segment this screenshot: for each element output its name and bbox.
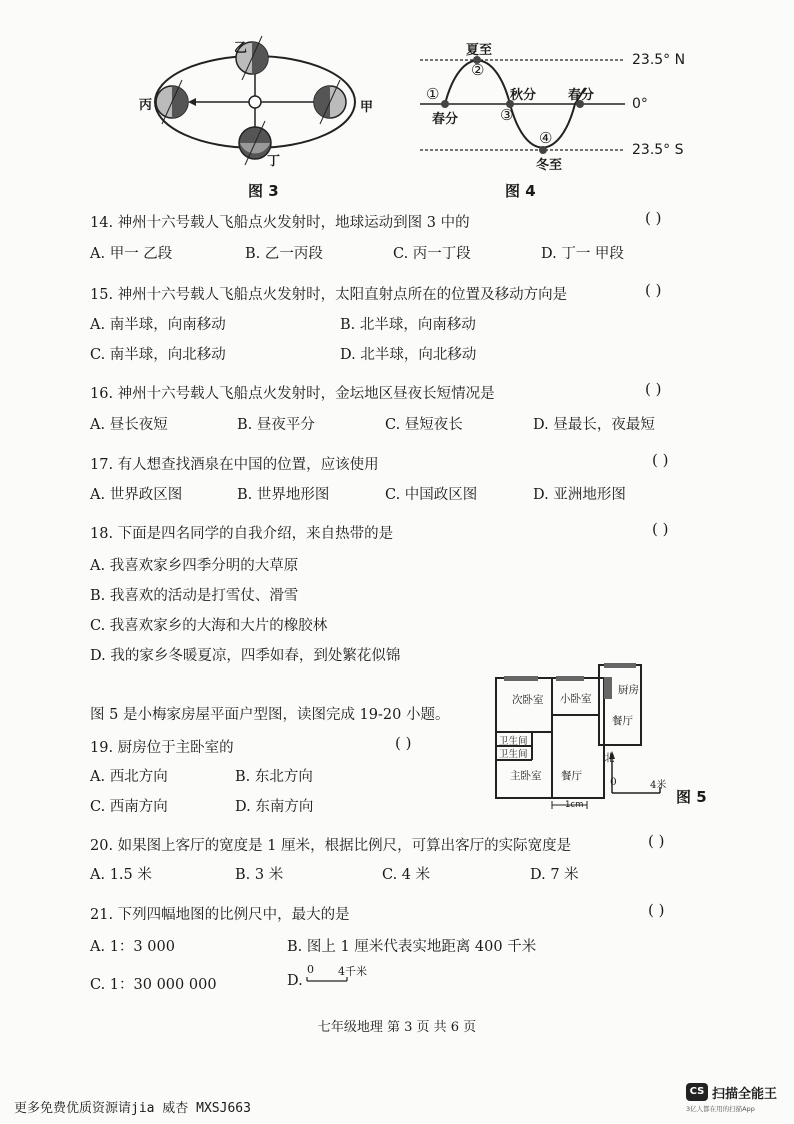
figure-4-sun-path xyxy=(420,38,630,168)
question-16-option-b: B. 昼夜平分 xyxy=(237,417,315,433)
question-20-option-a: A. 1.5 米 xyxy=(90,867,152,883)
scale-d-end: 4千米 xyxy=(338,965,367,978)
marker-4: ④ xyxy=(539,129,553,147)
question-16-title: 16. 神州十六号载人飞船点火发射时，金坛地区昼夜长短情况是 xyxy=(90,386,495,402)
intro-19-20: 图 5 是小梅家房屋平面户型图，读图完成 19-20 小题。 xyxy=(90,707,450,723)
page-footer: 七年级地理 第 3 页 共 6 页 xyxy=(317,1020,477,1035)
label-winter-solstice: 冬至 xyxy=(536,158,563,173)
question-18-title: 18. 下面是四名同学的自我介绍，来自热带的是 xyxy=(90,526,394,542)
question-21-answer-bracket[interactable]: ( ) xyxy=(648,901,665,919)
room-dining: 餐厅 xyxy=(561,770,582,782)
question-17-option-c: C. 中国政区图 xyxy=(385,487,478,503)
question-20-answer-bracket[interactable]: ( ) xyxy=(648,832,665,850)
label-jia: 甲 xyxy=(360,100,374,115)
question-18-option-d: D. 我的家乡冬暖夏凉，四季如春，到处繁花似锦 xyxy=(90,648,401,664)
room-master-bedroom: 主卧室 xyxy=(510,770,542,782)
label-bing: 丙 xyxy=(139,98,153,113)
label-lat-equator: 0° xyxy=(632,96,648,112)
camscanner-name: 扫描全能王 xyxy=(712,1087,778,1102)
north-arrow-label: 北 xyxy=(604,752,615,764)
scale-bar-d xyxy=(303,975,353,985)
question-14-option-b: B. 乙一丙段 xyxy=(245,246,323,262)
figure-5-caption: 图 5 xyxy=(676,788,707,806)
question-20-option-b: B. 3 米 xyxy=(235,867,284,883)
marker-2: ② xyxy=(471,61,485,79)
question-17-option-a: A. 世界政区图 xyxy=(90,487,183,503)
question-19-option-b: B. 东北方向 xyxy=(235,769,313,785)
question-20-title: 20. 如果图上客厅的宽度是 1 厘米，根据比例尺，可算出客厅的实际宽度是 xyxy=(90,838,572,854)
marker-1: ① xyxy=(426,85,440,103)
question-17-option-b: B. 世界地形图 xyxy=(237,487,330,503)
question-14-option-a: A. 甲一 乙段 xyxy=(90,246,173,262)
label-lat-north: 23.5° N xyxy=(632,52,686,68)
room-kitchen: 厨房 xyxy=(618,684,639,696)
room-second-bedroom: 次卧室 xyxy=(512,694,544,706)
question-17-option-d: D. 亚洲地形图 xyxy=(533,487,626,503)
room-restaurant: 餐厅 xyxy=(612,715,633,727)
label-yi: 乙 xyxy=(234,41,248,56)
scale-cm-label: 1cm xyxy=(565,800,584,810)
room-small-bedroom: 小卧室 xyxy=(560,693,592,705)
question-15-answer-bracket[interactable]: ( ) xyxy=(645,281,662,299)
room-bathroom-1: 卫生间 xyxy=(499,736,528,747)
sun-icon xyxy=(249,96,261,108)
camscanner-logo-icon: CS xyxy=(686,1083,708,1101)
question-19-option-c: C. 西南方向 xyxy=(90,799,168,815)
label-autumn-equinox: 秋分 xyxy=(510,88,537,103)
figure-3-caption: 图 3 xyxy=(248,182,279,200)
label-summer-solstice: 夏至 xyxy=(466,43,493,58)
marker-3: ③ xyxy=(500,106,514,124)
question-16-option-a: A. 昼长夜短 xyxy=(90,417,168,433)
label-spring-equinox-left: 春分 xyxy=(432,112,459,127)
question-15-option-c: C. 南半球，向北移动 xyxy=(90,347,226,363)
question-14-answer-bracket[interactable]: ( ) xyxy=(645,209,662,227)
question-19-title: 19. 厨房位于主卧室的 xyxy=(90,740,234,756)
question-20-option-d: D. 7 米 xyxy=(530,867,579,883)
question-20-option-c: C. 4 米 xyxy=(382,867,431,883)
scale-zero-label: 0 xyxy=(610,776,617,788)
question-19-option-a: A. 西北方向 xyxy=(90,769,168,785)
question-18-option-a: A. 我喜欢家乡四季分明的大草原 xyxy=(90,558,299,574)
question-14-title: 14. 神州十六号载人飞船点火发射时，地球运动到图 3 中的 xyxy=(90,215,470,231)
earth-jia-icon xyxy=(314,80,346,124)
question-16-option-c: C. 昼短夜长 xyxy=(385,417,463,433)
question-15-option-a: A. 南半球，向南移动 xyxy=(90,317,226,333)
scale-end-label: 4米 xyxy=(650,780,667,791)
question-16-answer-bracket[interactable]: ( ) xyxy=(645,380,662,398)
scale-d-zero: 0 xyxy=(307,963,314,976)
question-21-option-a: A. 1：3 000 xyxy=(90,939,175,955)
question-15-title: 15. 神州十六号载人飞船点火发射时，太阳直射点所在的位置及移动方向是 xyxy=(90,287,568,303)
question-19-answer-bracket[interactable]: ( ) xyxy=(395,734,412,752)
label-lat-south: 23.5° S xyxy=(632,142,684,158)
figure-3-earth-orbit xyxy=(130,30,370,180)
question-19-option-d: D. 东南方向 xyxy=(235,799,314,815)
question-17-title: 17. 有人想查找酒泉在中国的位置，应该使用 xyxy=(90,457,379,473)
question-18-option-c: C. 我喜欢家乡的大海和大片的橡胶林 xyxy=(90,618,328,634)
figure-4-caption: 图 4 xyxy=(505,182,536,200)
label-ding: 丁 xyxy=(267,154,281,169)
question-21-option-b: B. 图上 1 厘米代表实地距离 400 千米 xyxy=(287,939,537,955)
question-17-answer-bracket[interactable]: ( ) xyxy=(652,451,669,469)
question-14-option-c: C. 丙一丁段 xyxy=(393,246,471,262)
question-18-option-b: B. 我喜欢的活动是打雪仗、滑雪 xyxy=(90,588,299,604)
question-21-option-d: D. xyxy=(287,973,303,989)
question-14-option-d: D. 丁一 甲段 xyxy=(541,246,624,262)
question-15-option-b: B. 北半球，向南移动 xyxy=(340,317,476,333)
question-21-title: 21. 下列四幅地图的比例尺中，最大的是 xyxy=(90,907,350,923)
question-15-option-d: D. 北半球，向北移动 xyxy=(340,347,477,363)
question-18-answer-bracket[interactable]: ( ) xyxy=(652,520,669,538)
room-bathroom-2: 卫生间 xyxy=(499,749,528,760)
camscanner-tagline: 3亿人都在用的扫描App xyxy=(686,1105,755,1113)
label-spring-equinox-right: 春分 xyxy=(568,88,595,103)
watermark-text: 更多免费优质资源请jia 威杏 MXSJ663 xyxy=(14,1101,251,1116)
question-16-option-d: D. 昼最长，夜最短 xyxy=(533,417,655,433)
question-21-option-c: C. 1：30 000 000 xyxy=(90,977,217,993)
